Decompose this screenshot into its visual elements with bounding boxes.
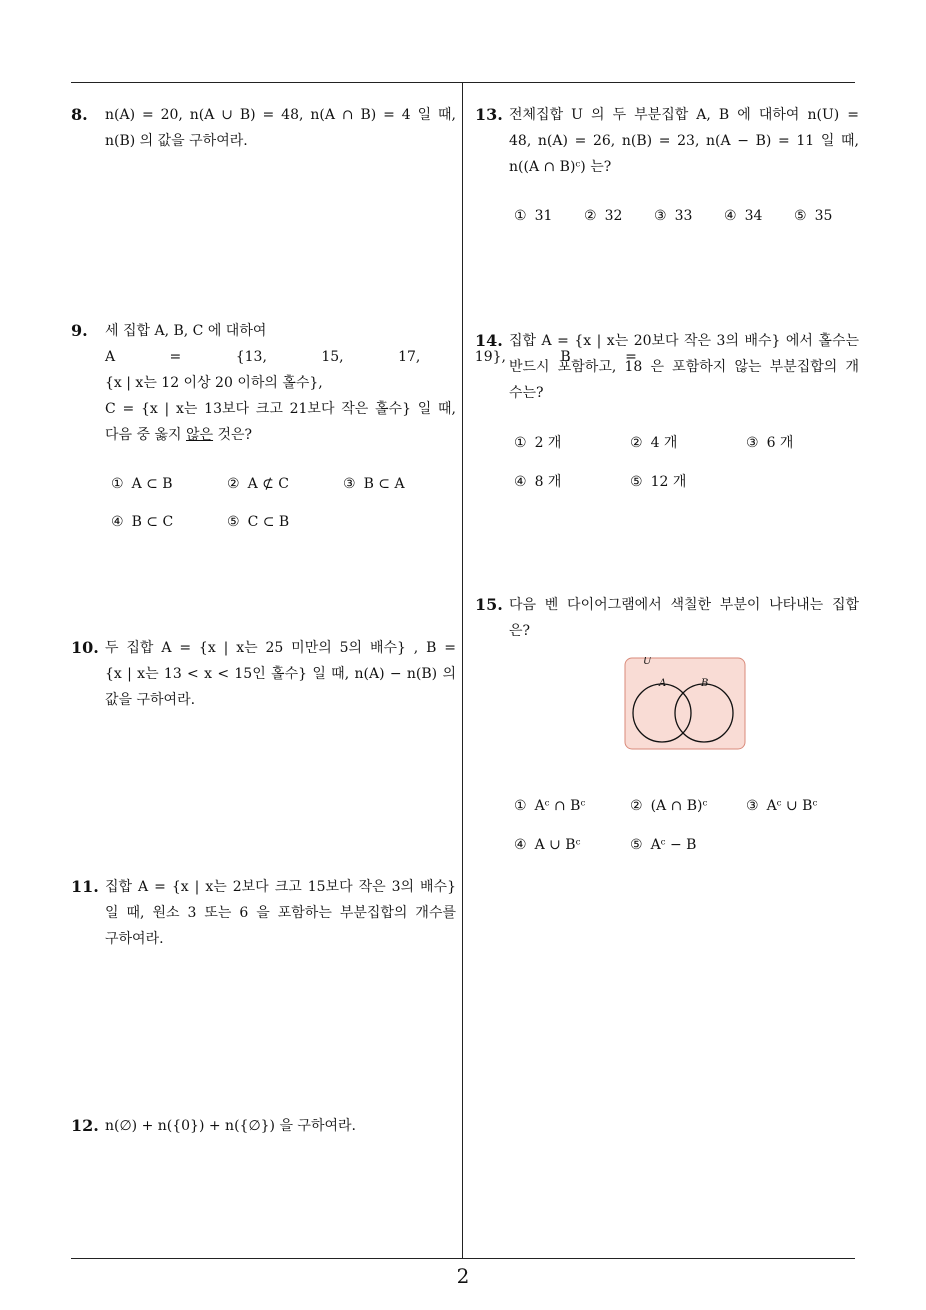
choice-text: C ⊂ B [247,514,290,530]
question-12 [71,1113,456,1143]
choice-text: 12 개 [650,474,687,490]
question-number: 14. [475,331,503,350]
question-14 [475,328,860,408]
choice-3[interactable] [654,208,692,224]
choice-number: ④ [724,208,737,224]
question-text-line: n(∅) + n({0}) + n({∅}) 을 구하여라. [105,1118,356,1134]
question-number: 15. [475,595,503,614]
choice-5[interactable] [794,208,832,224]
choice-number: ⑤ [794,208,807,224]
emphasis-underline: 않은 [185,427,214,443]
question-text-line: 두 집합 A = {x | x는 25 미만의 5의 배수} , B = [105,640,456,656]
question-13 [475,102,860,182]
choice-text: A ⊂ B [131,476,173,492]
choice-text: A ∪ Bᶜ [534,837,581,853]
choice-text: B ⊂ C [131,514,174,530]
question-text-line: {x | x는 13 < x < 15인 홀수} 일 때, n(A) − n(B) 의 [105,666,456,682]
choice-text: 35 [814,208,833,224]
question-text-line: {x | x는 12 이상 20 이하의 홀수}, [105,375,323,391]
choice-text: 33 [674,208,693,224]
choice-number: ④ [514,837,527,853]
venn-diagram [624,657,746,750]
choice-number: ② [584,208,597,224]
choice-number: ② [630,435,643,451]
choice-text: Aᶜ ∩ Bᶜ [534,798,586,814]
choice-2[interactable] [584,208,622,224]
choice-text: B ⊂ A [363,476,405,492]
venn-set-a-label: A [659,678,667,689]
choice-number: ③ [654,208,667,224]
choice-4[interactable] [724,208,762,224]
choice-text: Aᶜ − B [650,837,697,853]
question-number: 13. [475,105,503,124]
choice-2[interactable] [630,798,707,814]
choice-number: ① [514,435,527,451]
choice-text: (A ∩ B)ᶜ [650,798,708,814]
question-number: 8. [71,105,88,124]
question-text-line: 일 때, 원소 3 또는 6 을 포함하는 부분집합의 개수를 [105,905,456,921]
question-number: 12. [71,1116,99,1135]
choice-4[interactable] [514,837,580,853]
choice-1[interactable] [111,476,173,492]
choice-number: ② [227,476,240,492]
bottom-rule [71,1258,855,1259]
question-text-line: 은? [509,623,531,639]
venn-set-b-label: B [701,678,709,689]
choice-number: ① [111,476,124,492]
choice-3[interactable] [746,798,817,814]
question-text-line: 구하여라. [105,931,164,947]
question-text-line: n((A ∩ B)ᶜ) 는? [509,159,612,175]
choice-number: ⑤ [630,474,643,490]
question-text-line: 집합 A = {x | x는 20보다 작은 3의 배수} 에서 홀수는 [509,333,859,349]
page-number: 2 [456,1264,470,1288]
question-text: 다음 중 옳지 [105,427,186,443]
question-8 [71,102,456,162]
choice-2[interactable] [227,476,289,492]
question-text: 것은? [213,427,253,443]
question-number: 9. [71,321,88,340]
top-rule [71,82,855,83]
choice-number: ① [514,208,527,224]
question-text-line: 다음 벤 다이어그램에서 색칠한 부분이 나타내는 집합 [509,597,859,613]
choice-1[interactable] [514,208,552,224]
choice-number: ② [630,798,643,814]
choice-5[interactable] [630,837,696,853]
question-text-line: A = {13, 15, 17, 19}, B = [105,349,637,365]
question-11 [71,874,456,954]
choice-text: 34 [744,208,763,224]
question-text-line: 집합 A = {x | x는 2보다 크고 15보다 작은 3의 배수} [105,879,456,895]
question-text-line: 세 집합 A, B, C 에 대하여 [105,323,267,339]
question-number: 11. [71,877,99,896]
choice-number: ③ [746,435,759,451]
choice-5[interactable] [630,471,686,491]
choice-5[interactable] [227,514,289,530]
question-text-line: 수는? [509,385,544,401]
question-text-line: 전체집합 U 의 두 부분집합 A, B 에 대하여 n(U) = [509,107,859,123]
choice-text: A ⊄ C [247,476,290,492]
choice-text: 32 [604,208,623,224]
question-number: 10. [71,638,99,657]
choice-1[interactable] [514,432,561,452]
column-divider [462,82,463,1258]
choice-text: Aᶜ ∪ Bᶜ [766,798,818,814]
question-text-line: 48, n(A) = 26, n(B) = 23, n(A − B) = 11 일 때, [509,133,859,149]
choice-number: ① [514,798,527,814]
choice-number: ③ [343,476,356,492]
choice-2[interactable] [630,432,677,452]
choice-1[interactable] [514,798,585,814]
choice-text: 8 개 [534,474,562,490]
question-text-line: C = {x | x는 13보다 크고 21보다 작은 홀수} 일 때, [105,401,456,417]
question-text-line: n(B) 의 값을 구하여라. [105,133,248,149]
choice-3[interactable] [343,476,405,492]
question-10 [71,635,456,715]
choice-number: ③ [746,798,759,814]
question-text-line: 값을 구하여라. [105,692,196,708]
choice-number: ⑤ [630,837,643,853]
choice-number: ④ [111,514,124,530]
question-text-line: n(A) = 20, n(A ∪ B) = 48, n(A ∩ B) = 4 일 때, [105,107,456,123]
question-text-line: 반드시 포함하고, 18 은 포함하지 않는 부분집합의 개 [509,359,859,375]
choice-text: 6 개 [766,435,794,451]
choice-number: ④ [514,474,527,490]
choice-text: 4 개 [650,435,678,451]
choice-text: 2 개 [534,435,562,451]
choice-4[interactable] [514,471,561,491]
choice-3[interactable] [746,432,793,452]
choice-number: ⑤ [227,514,240,530]
question-15 [475,592,860,648]
choice-text: 31 [534,208,553,224]
venn-universe-label: U [643,657,652,667]
question-text-line [105,422,252,448]
choice-4[interactable] [111,514,173,530]
